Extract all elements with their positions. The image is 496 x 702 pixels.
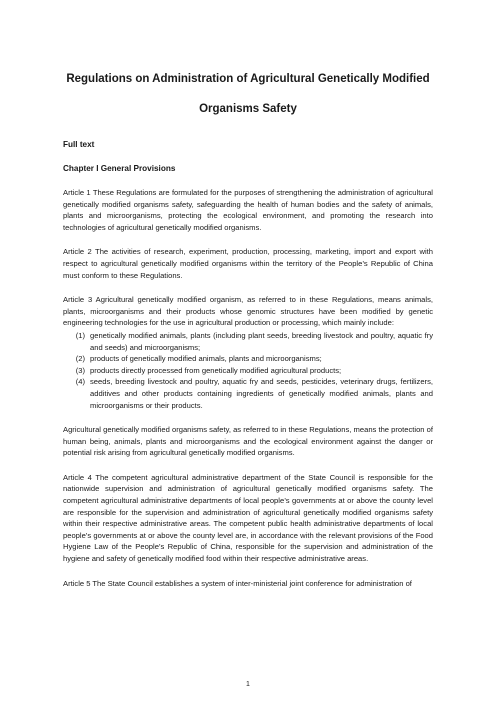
full-text-label: Full text: [63, 140, 95, 149]
list-item: [63, 376, 433, 411]
article-3-list: [63, 330, 433, 411]
list-item-text: products of genetically modified animals, plants and microorganisms;: [90, 354, 322, 364]
article-2: Article 2 The activities of research, experiment, production, processing, marketing, import and export with respect to agricultural genetically modified organisms within the territory of the People’s Republic of China must conform to these Regulations.: [63, 247, 433, 280]
list-item: [63, 330, 433, 353]
list-item-number: (3): [75, 365, 85, 375]
list-item-text: genetically modified animals, plants (including plant seeds, breeding livestock and poultry, aquatic fry and seeds) and microorganisms;: [90, 330, 433, 352]
list-item-text: seeds, breeding livestock and poultry, aquatic fry and seeds, pesticides, veterinary drugs, fertilizers, additives and other products containing ingredients of genetically modified animals, plants and microorganisms or their products.: [90, 377, 433, 410]
list-item-number: (4): [75, 377, 85, 387]
chapter-heading: Chapter I General Provisions: [63, 164, 176, 173]
list-item-text: products directly processed from genetically modified agricultural products;: [90, 365, 342, 375]
list-item-number: (1): [75, 330, 85, 340]
document-title: [63, 0, 433, 124]
title-line-1: Regulations on Administration of Agricultural Genetically Modified: [66, 73, 430, 85]
article-3-definition: Agricultural genetically modified organisms safety, as referred to in these Regulations, means the protection of human being, animals, plants and microorganisms and the ecological environment against the danger or potential risk arising from agricultural genetically modified organisms.: [63, 425, 433, 458]
article-1: Article 1 These Regulations are formulated for the purposes of strengthening the administration of agricultural genetically modified organisms safety, safeguarding the health of human bodies and the safety of animals, plants and microorganisms, protecting the ecological environment, and promoting the research into technologies of agricultural genetically modified organisms.: [63, 188, 433, 232]
title-line-2: Organisms Safety: [199, 103, 297, 115]
article-3-intro: Article 3 Agricultural genetically modified organism, as referred to in these Regulations, means animals, plants, microorganisms and their products whose genomic structures have been modified by genetic engineering technologies for the use in agricultural production or processing, which mainly include:: [63, 295, 433, 328]
article-5: Article 5 The State Council establishes a system of inter-ministerial joint conference for administration of: [63, 578, 412, 588]
list-item: [63, 365, 433, 377]
list-item-number: (2): [75, 354, 85, 364]
page-number: 1: [246, 681, 250, 688]
article-4: Article 4 The competent agricultural administrative department of the State Council is responsible for the nationwide supervision and administration of agricultural genetically modified organisms safety. The competent agricultural administrative departments of local people’s governments at or above the county level are responsible for the supervision and administration of agricultural genetically modified organisms safety within their respective administrative areas. The competent public health administrative departments of local people’s governments at or above the county level are, in accordance with the relevant provisions of the Food Hygiene Law of the People’s Republic of China, responsible for the supervision and administration of the hygiene and safety of genetically modified food within their respective administrative areas.: [63, 472, 433, 564]
list-item: [63, 353, 433, 365]
